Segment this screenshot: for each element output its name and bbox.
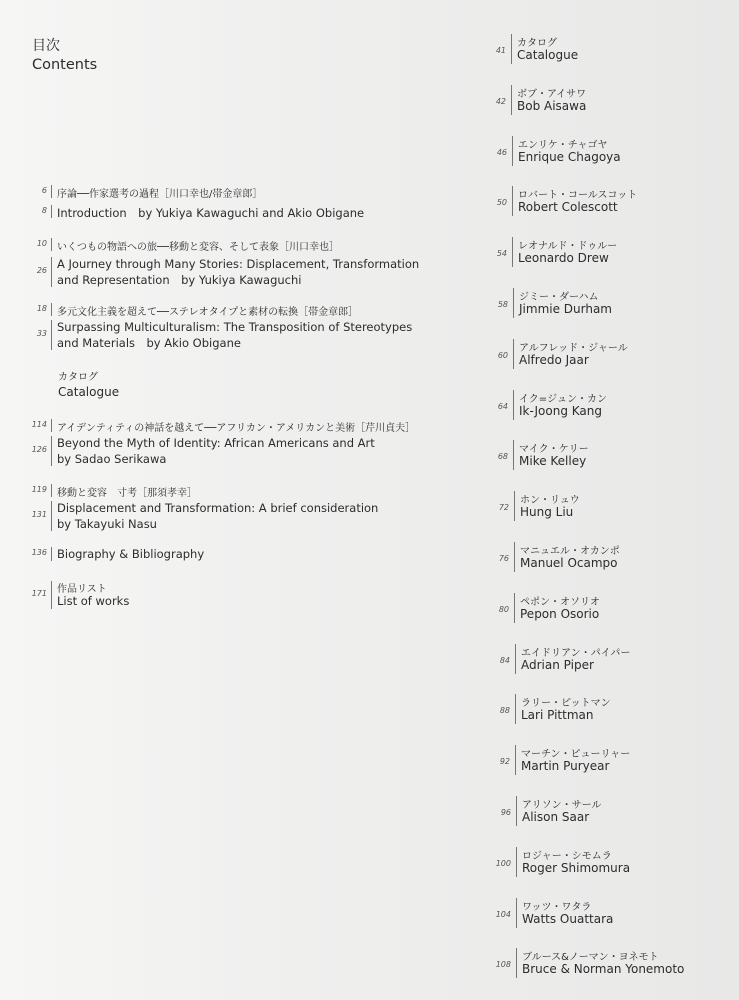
catalogue-entry[interactable] <box>0 644 739 684</box>
artist-name-en: Mike Kelley <box>519 454 587 468</box>
artist-name-en: Manuel Ocampo <box>520 556 618 570</box>
divider <box>512 237 513 267</box>
artist-name-en: Ik-Joong Kang <box>519 404 602 418</box>
artist-name-jp: マーチン・ピューリャー <box>521 749 631 760</box>
essay-title-en: Introduction by Yukiya Kawaguchi and Akio Obigane <box>57 206 365 220</box>
artist-name-en: Bob Aisawa <box>517 99 587 113</box>
artist-name-jp: ジミー・ダーハム <box>519 292 599 303</box>
artist-name-en: Hung Liu <box>520 505 574 519</box>
divider <box>516 847 517 877</box>
page-number: 108 <box>495 960 511 969</box>
catalogue-section-en[interactable]: Catalogue <box>58 385 120 399</box>
page-number: 126 <box>31 445 47 454</box>
page-number: 58 <box>497 300 508 309</box>
essay-title-jp: 多元文化主義を超えて──ステレオタイプと素材の転換［帯金章郎］ <box>57 307 359 318</box>
artist-name-en: Catalogue <box>517 48 579 62</box>
works-label-en: List of works <box>57 594 130 608</box>
divider <box>516 898 517 928</box>
artist-name-en: Watts Ouattara <box>522 912 614 926</box>
divider <box>513 288 514 318</box>
page-number: 76 <box>498 554 509 563</box>
catalogue-entry[interactable] <box>0 288 739 328</box>
artist-name-jp: マニュエル・オカンポ <box>520 546 620 557</box>
page-number: 8 <box>41 206 47 215</box>
artist-name-en: Alfredo Jaar <box>519 353 589 367</box>
divider <box>516 796 517 826</box>
page-number: 18 <box>36 304 47 313</box>
divider <box>515 745 516 775</box>
essay-title-en: Surpassing Multiculturalism: The Transposition of Stereotypes and Materials by Akio Obigane <box>57 320 413 350</box>
essay-title-jp: 序論──作家選考の過程［川口幸也/帯金章郎］ <box>57 189 263 200</box>
divider <box>515 644 516 674</box>
page-number: 114 <box>31 420 47 429</box>
artist-name-jp: エイドリアン・パイパー <box>521 648 631 659</box>
divider <box>513 390 514 420</box>
page-number: 80 <box>498 605 509 614</box>
artist-name-en: Leonardo Drew <box>518 251 609 265</box>
page-number: 84 <box>499 656 510 665</box>
divider <box>516 948 517 978</box>
catalogue-entry[interactable] <box>0 542 739 582</box>
artist-name-en: Jimmie Durham <box>519 302 612 316</box>
catalogue-entry[interactable] <box>0 136 739 176</box>
divider <box>513 440 514 470</box>
toc-heading-jp: 目次 <box>32 38 60 54</box>
toc-heading-en: Contents <box>32 57 98 73</box>
artist-name-jp: ブルース&ノーマン・ヨネモト <box>522 952 659 963</box>
essay-title-jp: 移動と変容 寸考［那須孝幸］ <box>57 488 197 499</box>
artist-name-en: Roger Shimomura <box>522 861 631 875</box>
artist-name-jp: イク=ジュン・カン <box>519 394 607 405</box>
divider <box>514 593 515 623</box>
artist-name-jp: ワッツ・ワタラ <box>522 902 592 913</box>
page-number: 54 <box>496 249 507 258</box>
page-number: 72 <box>498 503 509 512</box>
catalogue-entry[interactable] <box>0 694 739 734</box>
page-number: 88 <box>499 706 510 715</box>
page-number: 60 <box>497 351 508 360</box>
artist-name-en: Lari Pittman <box>521 708 594 722</box>
divider <box>512 186 513 216</box>
artist-name-jp: ボブ・アイサワ <box>517 89 587 100</box>
page-number: 92 <box>499 757 510 766</box>
catalogue-entry[interactable] <box>0 593 739 633</box>
catalogue-entry[interactable] <box>0 34 739 74</box>
page-number: 64 <box>497 402 508 411</box>
page-number: 136 <box>31 548 47 557</box>
artist-name-jp: カタログ <box>517 38 557 49</box>
catalogue-entry[interactable] <box>0 745 739 785</box>
page-number: 41 <box>495 46 506 55</box>
catalogue-entry[interactable] <box>0 339 739 379</box>
page-number: 46 <box>496 148 507 157</box>
divider <box>514 491 515 521</box>
divider <box>514 542 515 572</box>
catalogue-entry[interactable] <box>0 390 739 430</box>
catalogue-entry[interactable] <box>0 948 739 988</box>
essay-title-en: Displacement and Transformation: A brief consideration by Takayuki Nasu <box>57 501 379 531</box>
catalogue-entry[interactable] <box>0 186 739 226</box>
page-number: 6 <box>41 186 47 195</box>
page-number: 33 <box>36 329 47 338</box>
divider <box>513 339 514 369</box>
divider <box>512 136 513 166</box>
page-number: 96 <box>500 808 511 817</box>
artist-name-jp: ペポン・オソリオ <box>520 597 600 608</box>
catalogue-entry[interactable] <box>0 237 739 277</box>
catalogue-section-jp: カタログ <box>58 372 98 383</box>
artist-name-jp: アリソン・サール <box>522 800 602 811</box>
essay-title-en: A Journey through Many Stories: Displacement, Transformation and Representation by Yukiya Kawaguchi <box>57 257 420 287</box>
artist-name-jp: ロバート・コールスコット <box>518 190 638 201</box>
catalogue-entry[interactable] <box>0 796 739 836</box>
artist-name-jp: エンリケ・チャゴヤ <box>518 140 608 151</box>
essay-title-en: Beyond the Myth of Identity: African Americans and Art by Sadao Serikawa <box>57 436 375 466</box>
page-number: 119 <box>31 485 47 494</box>
page-number: 50 <box>496 198 507 207</box>
page-number: 100 <box>495 859 511 868</box>
page-number: 171 <box>31 589 47 598</box>
artist-name-jp: ホン・リュウ <box>520 495 580 506</box>
page-number: 68 <box>497 452 508 461</box>
page-number: 26 <box>36 266 47 275</box>
divider <box>515 694 516 724</box>
artist-name-en: Pepon Osorio <box>520 607 600 621</box>
artist-name-jp: ロジャー・シモムラ <box>522 851 612 862</box>
catalogue-entry[interactable] <box>0 847 739 887</box>
essay-title-jp: アイデンティティの神話を越えて──アフリカン・アメリカンと美術［芹川貞夫］ <box>57 423 416 434</box>
page-number: 131 <box>31 510 47 519</box>
artist-name-jp: マイク・ケリー <box>519 444 589 455</box>
artist-name-en: Martin Puryear <box>521 759 610 773</box>
catalogue-entry[interactable] <box>0 898 739 938</box>
essay-title-jp: いくつもの物語への旅──移動と変容、そして表象［川口幸也］ <box>57 242 340 253</box>
artist-name-en: Bruce & Norman Yonemoto <box>522 962 685 976</box>
artist-name-en: Alison Saar <box>522 810 590 824</box>
page-number: 10 <box>36 239 47 248</box>
page-number: 42 <box>495 97 506 106</box>
artist-name-jp: アルフレッド・ジャール <box>519 343 628 354</box>
artist-name-jp: ラリー・ピットマン <box>521 698 611 709</box>
biography-label: Biography & Bibliography <box>57 547 205 561</box>
catalogue-entry[interactable] <box>0 85 739 125</box>
artist-name-en: Robert Colescott <box>518 200 618 214</box>
page-number: 104 <box>495 910 511 919</box>
artist-name-jp: レオナルド・ドゥルー <box>518 241 618 252</box>
works-label-jp: 作品リスト <box>57 584 107 595</box>
artist-name-en: Adrian Piper <box>521 658 594 672</box>
catalogue-entry[interactable] <box>0 440 739 480</box>
artist-name-en: Enrique Chagoya <box>518 150 621 164</box>
divider <box>511 34 512 64</box>
catalogue-entry[interactable] <box>0 491 739 531</box>
divider <box>511 85 512 115</box>
